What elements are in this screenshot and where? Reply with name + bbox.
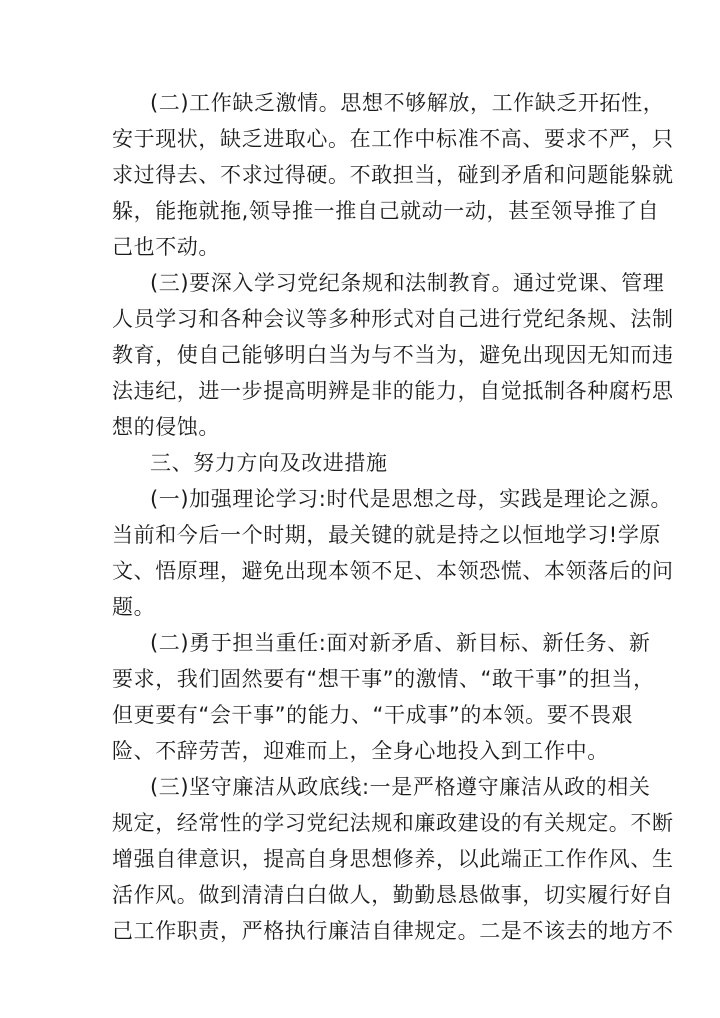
paragraph-line: 己也不动。 xyxy=(112,235,220,259)
paragraph-line: 题。 xyxy=(112,595,156,619)
paragraph-line: 己工作职责，严格执行廉洁自律规定。二是不该去的地方不 xyxy=(112,919,674,943)
paragraph-line: 增强自律意识，提高自身思想修养，以此端正工作作风、生 xyxy=(112,847,674,871)
paragraph-line: (三)坚守廉洁从政底线:一是严格遵守廉洁从政的相关 xyxy=(150,775,651,799)
paragraph-line: (二)工作缺乏激情。思想不够解放，工作缺乏开拓性， xyxy=(150,91,665,115)
paragraph-line: (一)加强理论学习:时代是思想之母，实践是理论之源。 xyxy=(150,487,673,511)
paragraph-line: 要求，我们固然要有“想干事”的激情、“敢干事”的担当， xyxy=(112,667,655,691)
paragraph-line: 活作风。做到清清白白做人，勤勤恳恳做事，切实履行好自 xyxy=(112,883,674,907)
paragraph-line: 人员学习和各种会议等多种形式对自己进行党纪条规、法制 xyxy=(112,307,674,331)
paragraph-line: 教育，使自己能够明白当为与不当为，避免出现因无知而违 xyxy=(112,343,674,367)
paragraph-line: 求过得去、不求过得硬。不敢担当，碰到矛盾和问题能躲就 xyxy=(112,163,674,187)
paragraph-line: 安于现状，缺乏进取心。在工作中标准不高、要求不严，只 xyxy=(112,127,674,151)
paragraph-line: 想的侵蚀。 xyxy=(112,415,220,439)
paragraph-line: 躲，能拖就拖,领导推一推自己就动一动，甚至领导推了自 xyxy=(112,199,660,223)
paragraph-line: 法违纪，进一步提高明辨是非的能力，自觉抵制各种腐朽思 xyxy=(112,379,674,403)
section-heading: 三、努力方向及改进措施 xyxy=(150,451,388,475)
paragraph-line: (三)要深入学习党纪条规和法制教育。通过党课、管理 xyxy=(150,271,665,295)
paragraph-line: 险、不辞劳苦，迎难而上，全身心地投入到工作中。 xyxy=(112,739,609,763)
paragraph-line: 但更要有“会干事”的能力、“干成事”的本领。要不畏艰 xyxy=(112,703,634,727)
paragraph-line: 文、悟原理，避免出现本领不足、本领恐慌、本领落后的问 xyxy=(112,559,674,583)
paragraph-line: (二)勇于担当重任:面对新矛盾、新目标、新任务、新 xyxy=(150,631,651,655)
paragraph-line: 当前和今后一个时期，最关键的就是持之以恒地学习!学原 xyxy=(112,523,662,547)
paragraph-line: 规定，经常性的学习党纪法规和廉政建设的有关规定。不断 xyxy=(112,811,674,835)
